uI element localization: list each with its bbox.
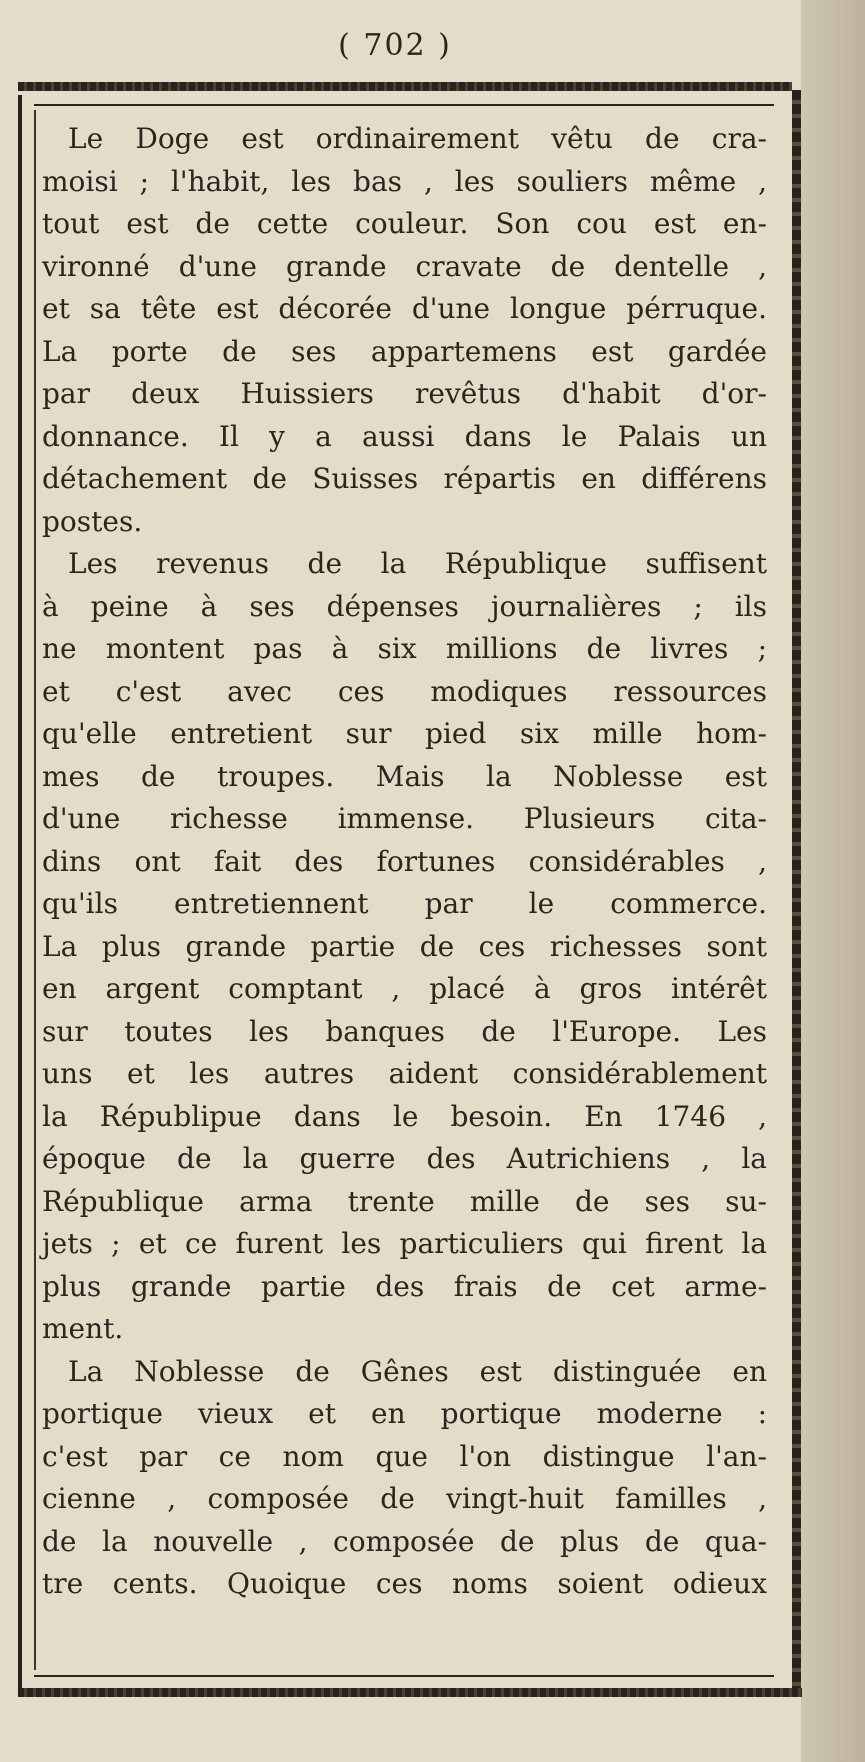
page-fold-shadow [801,0,865,1762]
left-border-rule [18,95,22,1695]
text-line: vironné d'une grande cravate de dentelle , [42,249,767,283]
text-line: plus grande partie des frais de cet arme- [42,1269,767,1303]
text-line: La porte de ses appartemens est gardée [42,334,767,368]
page-number: ( 702 ) [338,28,452,63]
right-border-rule [792,90,801,1690]
left-inner-rule [34,110,36,1670]
body-text [42,118,767,1606]
top-ornamental-rule [18,82,792,91]
text-line: République arma trente mille de ses su- [42,1184,767,1218]
text-line: qu'ils entretiennent par le commerce. [42,887,767,920]
text-line: à peine à ses dépenses journalières ; ils [42,589,767,623]
text-line: détachement de Suisses répartis en différens [42,462,767,495]
text-line: moisi ; l'habit, les bas , les souliers même , [42,164,767,198]
text-line: époque de la guerre des Autrichiens , la [42,1142,767,1175]
text-line: donnance. Il y a aussi dans le Palais un [42,419,767,453]
text-line: ne montent pas à six millions de livres ; [42,632,767,665]
top-thin-rule [34,104,774,106]
text-line: postes. [42,504,143,538]
text-line: la Républipue dans le besoin. En 1746 , [42,1099,767,1133]
text-line: dins ont fait des fortunes considérables , [42,844,767,878]
bottom-ornamental-rule [18,1688,802,1697]
text-line: de la nouvelle , composée de plus de qua- [42,1524,767,1558]
text-line: jets ; et ce furent les particuliers qui firent la [42,1227,767,1260]
text-line: La Noblesse de Gênes est distinguée en [68,1354,767,1388]
text-line: tre cents. Quoique ces noms soient odieux [42,1567,767,1600]
text-line: portique vieux et en portique moderne : [42,1397,767,1430]
text-line: c'est par ce nom que l'on distingue l'an- [42,1439,767,1473]
text-line: tout est de cette couleur. Son cou est en- [42,207,767,240]
text-line: uns et les autres aident considérablement [42,1057,767,1090]
text-line: qu'elle entretient sur pied six mille hom- [42,717,767,750]
text-line: La plus grande partie de ces richesses sont [42,929,767,963]
text-line: cienne , composée de vingt-huit familles , [42,1482,767,1515]
text-line: en argent comptant , placé à gros intérêt [42,972,767,1005]
text-line: par deux Huissiers revêtus d'habit d'or- [42,377,767,410]
text-line: Les revenus de la République suffisent [68,547,767,580]
text-line: et c'est avec ces modiques ressources [42,674,767,708]
text-line: et sa tête est décorée d'une longue pérruque. [42,292,767,325]
bottom-thin-rule [34,1675,774,1677]
text-line: Le Doge est ordinairement vêtu de cra- [68,122,767,155]
text-line: d'une richesse immense. Plusieurs cita- [42,802,767,835]
text-line: sur toutes les banques de l'Europe. Les [42,1014,767,1048]
text-line: mes de troupes. Mais la Noblesse est [42,759,767,793]
text-line: ment. [42,1312,124,1345]
